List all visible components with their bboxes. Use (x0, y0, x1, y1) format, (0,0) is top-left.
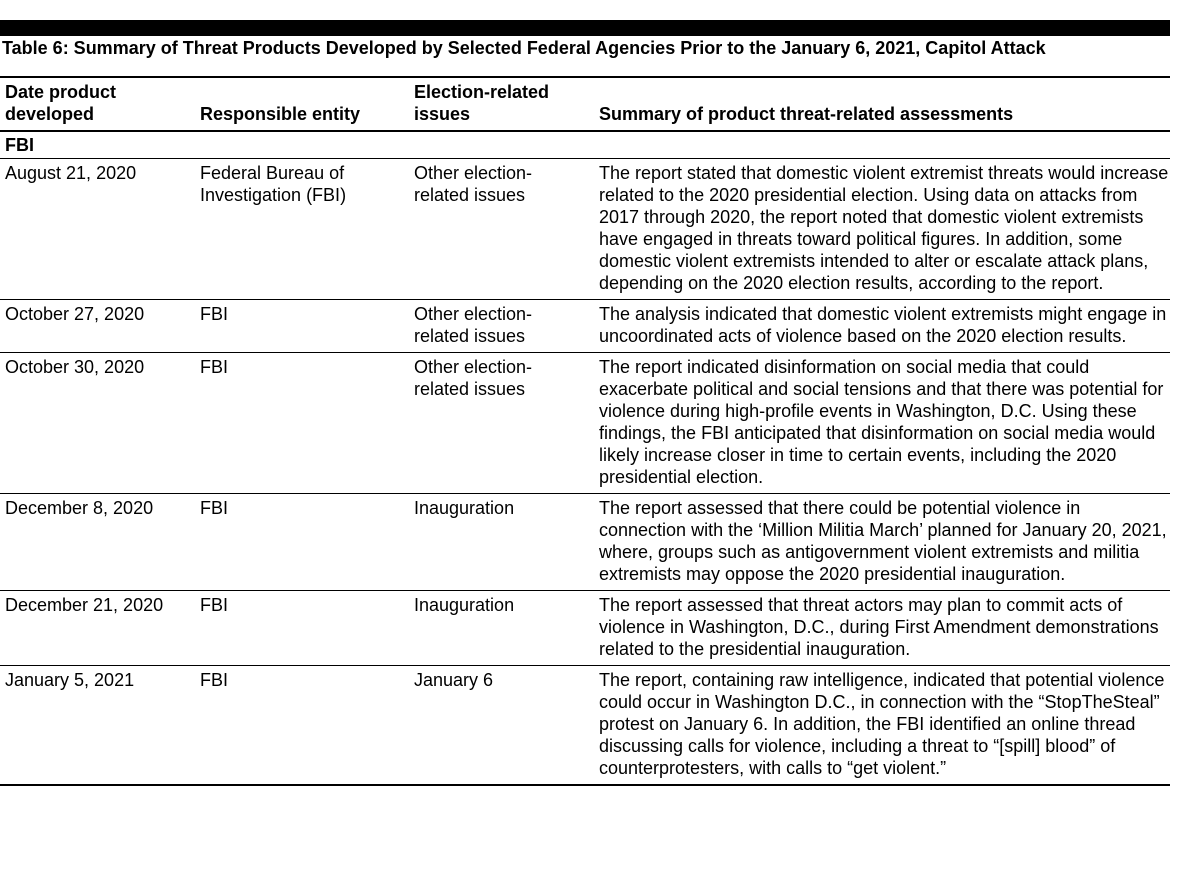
cell-summary: The report indicated disinformation on social media that could exacerbate political and social tensions and that there was potential for violence during high-profile events in Washington, D.C. Using these findings, the FBI anticipated that disinformation on social media would likely increase closer in time to certain events, including the 2020 presidential election. (594, 353, 1170, 494)
table-row (0, 353, 1170, 494)
cell-entity: FBI (195, 494, 409, 591)
header-row (0, 77, 1170, 131)
cell-entity: FBI (195, 591, 409, 666)
top-rule (0, 20, 1170, 36)
cell-date: December 21, 2020 (0, 591, 195, 666)
cell-entity: FBI (195, 353, 409, 494)
cell-date: October 30, 2020 (0, 353, 195, 494)
section-label: FBI (0, 131, 1170, 159)
header-entity: Responsible entity (195, 77, 409, 131)
cell-issue: Other election-related issues (409, 300, 594, 353)
cell-date: January 5, 2021 (0, 666, 195, 786)
cell-date: December 8, 2020 (0, 494, 195, 591)
table-row (0, 300, 1170, 353)
cell-issue: Inauguration (409, 591, 594, 666)
cell-entity: FBI (195, 300, 409, 353)
cell-date: August 21, 2020 (0, 159, 195, 300)
cell-summary: The analysis indicated that domestic violent extremists might engage in uncoordinated acts of violence based on the 2020 election results. (594, 300, 1170, 353)
cell-entity: FBI (195, 666, 409, 786)
table-row (0, 591, 1170, 666)
header-date: Date product developed (0, 77, 195, 131)
cell-summary: The report assessed that there could be potential violence in connection with the ‘Million Militia March’ planned for January 20, 2021, where, groups such as antigovernment violent extremists and militia extremists may oppose the 2020 presidential inauguration. (594, 494, 1170, 591)
cell-summary: The report assessed that threat actors may plan to commit acts of violence in Washington, D.C., during First Amendment demonstrations related to the presidential inauguration. (594, 591, 1170, 666)
cell-entity: Federal Bureau of Investigation (FBI) (195, 159, 409, 300)
cell-summary: The report stated that domestic violent extremist threats would increase related to the 2020 presidential election. Using data on attacks from 2017 through 2020, the report noted that domestic violent extremists have engaged in threats toward political figures. In addition, some domestic violent extremists intended to alter or escalate attack plans, depending on the 2020 election results, according to the report. (594, 159, 1170, 300)
cell-issue: January 6 (409, 666, 594, 786)
header-issues: Election-related issues (409, 77, 594, 131)
section-row-fbi (0, 131, 1170, 159)
threat-products-table (0, 76, 1170, 786)
cell-summary: The report, containing raw intelligence, indicated that potential violence could occur in Washington D.C., in connection with the “StopTheSteal” protest on January 6. In addition, the FBI identified an online thread discussing calls for violence, including a threat to “[spill] blood” of counterprotesters, with calls to “get violent.” (594, 666, 1170, 786)
cell-issue: Inauguration (409, 494, 594, 591)
cell-issue: Other election-related issues (409, 159, 594, 300)
table-row (0, 494, 1170, 591)
cell-date: October 27, 2020 (0, 300, 195, 353)
cell-issue: Other election-related issues (409, 353, 594, 494)
header-summary: Summary of product threat-related assessments (594, 77, 1170, 131)
table-row (0, 159, 1170, 300)
table-row (0, 666, 1170, 786)
table-title: Table 6: Summary of Threat Products Developed by Selected Federal Agencies Prior to the January 6, 2021, Capitol Attack (2, 38, 1046, 58)
